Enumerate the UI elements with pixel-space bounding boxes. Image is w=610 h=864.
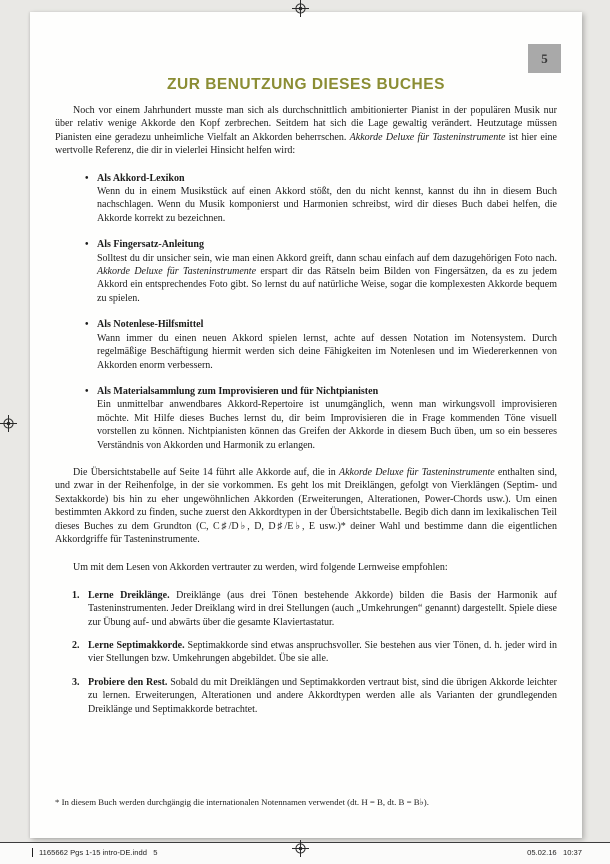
- registration-mark-top-icon: [292, 0, 309, 17]
- bullet-list: [55, 172, 557, 452]
- page-number-tab: [528, 44, 561, 73]
- item-text: Sobald du mit Dreiklängen und Septimakkorden vertraut bist, sind die übrigen Akkorde leichter zu lernen. Erweiterungen, Alterationen und andere Akkordtypen werden alle als Varianten der grundlegenden Dreiklänge und Septimakkorde betrachtet.: [88, 676, 557, 715]
- page-number: 5: [541, 50, 548, 66]
- item-body: [88, 639, 557, 666]
- bullet-heading: Als Materialsammlung zum Improvisieren und für Nichtpianisten: [97, 385, 379, 397]
- footnote: * In diesem Buch werden durchgängig die internationalen Notennamen verwendet (dt. H = B, dt. B = B♭).: [55, 797, 429, 807]
- bullet-icon: •: [85, 319, 89, 331]
- item-number: 3.: [72, 676, 80, 688]
- registration-mark-left-icon: [0, 415, 17, 432]
- registration-mark-bottom-icon: [292, 840, 309, 857]
- item-number: 1.: [72, 589, 80, 601]
- bullet-body: [97, 172, 557, 226]
- slug-datetime: 05.02.16 10:37: [527, 848, 582, 857]
- overview-paragraph: Die Übersichtstabelle auf Seite 14 führt alle Akkorde auf, die in Akkorde Deluxe für Tasteninstrumente enthalten sind, und zwar in der Reihenfolge, in der sie vorkommen. Es geht los mit Dreiklängen, gefolgt von Vierklängen (Septim- und Sextakkorde) bis hin zu eher ungewöhnlichen Akkorden (Erweiterungen, Alterationen, Power-Chords usw.). Um einen bestimmten Akkord zu finden, suche zuerst den Akkordtypen in der Übersichtstabelle. Begib dich dann im lexikalischen Teil dieses Buches zu dem Grundton (C, C♯/D♭, D, D♯/E♭, E usw.)* deiner Wahl und bestimme dann die eigentlichen Akkordgriffe für Tasteninstrumente.: [55, 466, 557, 545]
- item-text: Dreiklänge (aus drei Tönen bestehende Akkorde) bilden die Basis der Harmonik auf Tasteninstrumenten. Jeder Dreiklang wird in drei Stellungen (auch „Umkehrungen“ genannt) dargestellt. Spiele diese zur Übung auf- und abwärts über die gesamte Klaviertastatur.: [88, 589, 557, 628]
- bullet-item: [85, 238, 557, 305]
- numbered-item: [72, 639, 557, 666]
- page-title: ZUR BENUTZUNG DIESES BUCHES: [167, 76, 445, 93]
- bullet-text: Wann immer du einen neuen Akkord spielen lernst, achte auf dessen Notation im Notensystem. Durch regelmäßige Beschäftigung hiermit werden sich deine Fähigkeiten im Notenlesen und im Wiedererkennen von Akkorden enorm verbessern.: [97, 332, 557, 371]
- bullet-item: [85, 172, 557, 226]
- bullet-body: [97, 318, 557, 372]
- item-lead: Probiere den Rest.: [88, 676, 168, 688]
- bullet-text: Solltest du dir unsicher sein, wie man einen Akkord greift, dann schau einfach auf dem dazugehörigen Foto nach. Akkorde Deluxe für Tasteninstrumente erspart dir das Rätseln beim Bilden von Fingersätzen, da es zu jedem Akkord ein entsprechendes Foto gibt. So lernst du auf natürliche Weise, sogar die komplexesten Akkorde bequem zu spielen.: [97, 252, 557, 304]
- numbered-list: [55, 589, 557, 716]
- item-lead: Lerne Dreiklänge.: [88, 589, 170, 601]
- bullet-text: Wenn du in einem Musikstück auf einen Akkord stößt, den du nicht kennst, kannst du ihn in diesem Buch nachschlagen. Wenn du Musik komponierst und Harmonien schreibst, wird dir dieses Buch dabei helfen, die Akkorde korrekt zu bezeichnen.: [97, 186, 557, 224]
- bullet-icon: •: [85, 385, 89, 397]
- bullet-icon: •: [85, 172, 89, 184]
- bullet-text: Ein unmittelbar anwendbares Akkord-Repertoire ist unumgänglich, wenn man wirkungsvoll improvisieren möchte. Mit Hilfe dieses Buches lernst du, dir beim Improvisieren die in Frage kommenden Töne visuell vorstellen zu können. Nichtpianisten können das Greifen der Akkorde in diesem Buch üben, um so ein besseres Verständnis von Akkorden und Harmonik zu erlangen.: [97, 399, 557, 451]
- slug-filename: 1165662 Pgs 1-15 intro-DE.indd 5: [32, 848, 157, 857]
- item-lead: Lerne Septimakkorde.: [88, 640, 185, 651]
- bullet-heading: Als Notenlese-Hilfsmittel: [97, 319, 204, 331]
- lernweise-paragraph: Um mit dem Lesen von Akkorden vertrauter zu werden, wird folgende Lernweise empfohlen:: [73, 562, 448, 574]
- bullet-item: [85, 318, 557, 372]
- bullet-heading: Als Fingersatz-Anleitung: [97, 239, 204, 251]
- item-text: Septimakkorde sind etwas anspruchsvoller. Sie bestehen aus vier Tönen, d. h. jeder wird in vier Stellungen bzw. Umkehrungen abgebildet. Übe sie alle.: [88, 640, 557, 665]
- intro-paragraph: Noch vor einem Jahrhundert musste man sich als durchschnittlich ambitionierter Pianist in der populären Musik nur über relativ wenige Akkorde den Kopf zerbrechen. Seitdem hat sich die Lage gewaltig verändert. Heutzutage müssen Pianisten eine geradezu unheimliche Vielfalt an Akkorden beherrschen. Akkorde Deluxe für Tasteninstrumente ist hier eine wertvolle Referenz, die dir in vielerlei Hinsicht helfen wird:: [55, 105, 557, 157]
- numbered-item: [72, 676, 557, 716]
- numbered-item: [72, 589, 557, 629]
- bullet-body: [97, 385, 557, 452]
- bullet-item: [85, 385, 557, 452]
- bullet-heading: Als Akkord-Lexikon: [97, 172, 185, 184]
- bullet-icon: •: [85, 239, 89, 251]
- bullet-body: [97, 238, 557, 305]
- item-body: [88, 589, 557, 629]
- item-number: 2.: [72, 640, 80, 651]
- book-page: [30, 12, 582, 838]
- item-body: [88, 676, 557, 716]
